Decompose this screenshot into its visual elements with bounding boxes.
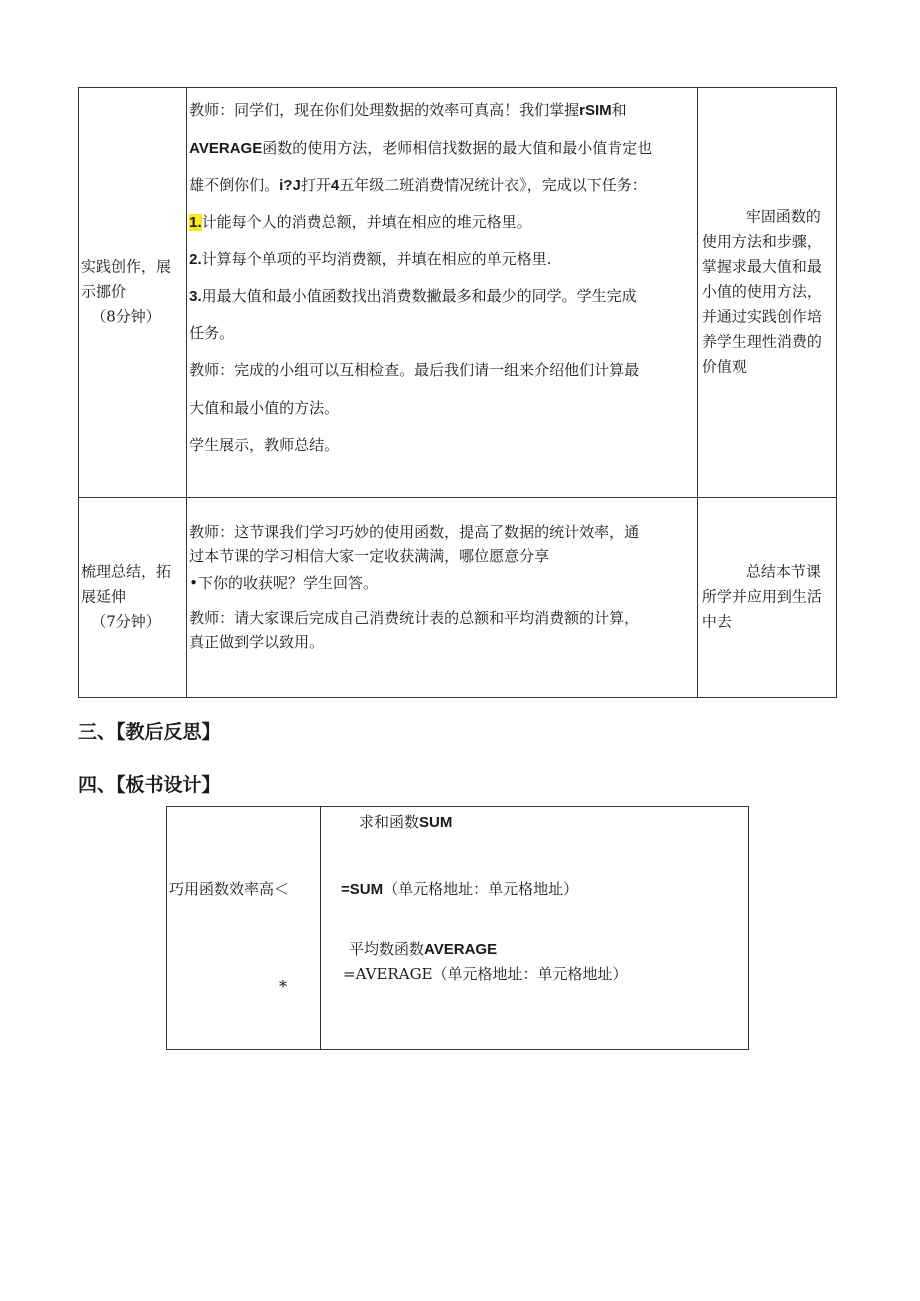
stage-line: 展延伸 bbox=[81, 587, 127, 606]
board-formula-cell bbox=[321, 807, 749, 1050]
sum-formula-args: （单元格地址：单元格地址） bbox=[383, 880, 579, 898]
purpose-line: 并通过实践创作培 bbox=[701, 307, 822, 326]
section-heading-board-design: 四、【板书设计】 bbox=[78, 774, 221, 796]
table-row bbox=[79, 88, 837, 498]
content-line bbox=[189, 632, 324, 652]
content-line bbox=[189, 138, 652, 159]
purpose-line: 所学并应用到生活 bbox=[701, 587, 822, 606]
stage-label bbox=[81, 255, 185, 330]
content-line bbox=[189, 435, 339, 455]
sum-function-name: SUM bbox=[419, 814, 453, 831]
purpose-line: 总结本节课 bbox=[745, 562, 821, 581]
stage-line: 示挪价 bbox=[81, 282, 127, 301]
stage-label bbox=[81, 560, 185, 635]
inline-text: 任务。 bbox=[189, 324, 235, 342]
content-line bbox=[189, 212, 532, 233]
inline-term: i?J bbox=[279, 177, 301, 194]
inline-text: 过本节课的学习相信大家一定收获满满，哪位愿意分享 bbox=[189, 546, 550, 565]
inline-text: 五年级二班消费情况统计衣》，完成以下任务： bbox=[339, 176, 647, 194]
inline-text: 教师：同学们，现在你们处理数据的效率可真高！我们掌握 bbox=[189, 101, 580, 119]
inline-term: 1. bbox=[189, 214, 202, 231]
content-line bbox=[189, 398, 339, 418]
content-line bbox=[189, 175, 647, 196]
board-topic-cell bbox=[167, 807, 321, 1050]
content-line bbox=[189, 100, 627, 121]
inline-term: 4 bbox=[330, 177, 340, 194]
inline-text: 大值和最小值的方法。 bbox=[189, 399, 340, 417]
average-function-name: AVERAGE bbox=[424, 941, 498, 958]
sum-formula-fn: =SUM bbox=[341, 881, 384, 898]
purpose-text bbox=[702, 560, 836, 635]
activity-content-cell bbox=[187, 497, 698, 697]
lesson-plan-table bbox=[78, 87, 837, 698]
purpose-line: 小值的使用方法， bbox=[701, 282, 822, 301]
content-line bbox=[189, 323, 234, 343]
inline-text: 教师：这节课我们学习巧妙的使用函数，提高了数据的统计效率，通 bbox=[189, 522, 640, 541]
content-line bbox=[189, 546, 549, 566]
inline-text: •下你的收获呢？学生回答。 bbox=[189, 573, 378, 592]
inline-term: rSIM bbox=[579, 102, 612, 119]
average-formula: =AVERAGE（单元格地址：单元格地址） bbox=[343, 965, 628, 983]
stage-duration: （8分钟） bbox=[91, 307, 161, 326]
content-line bbox=[189, 573, 378, 593]
stage-cell bbox=[79, 497, 187, 697]
average-title-text: 平均数函数 bbox=[349, 940, 425, 958]
content-line bbox=[189, 286, 637, 307]
inline-text: 真正做到学以致用。 bbox=[189, 632, 325, 651]
content-line bbox=[189, 249, 551, 270]
purpose-line: 使用方法和步骤， bbox=[701, 232, 822, 251]
purpose-line: 价值观 bbox=[701, 357, 747, 376]
inline-text: 教师：完成的小组可以互相检查。最后我们请一组来介绍他们计算最 bbox=[189, 361, 640, 379]
purpose-line: 牢固函数的 bbox=[745, 207, 821, 226]
inline-text: 雄不倒你们。 bbox=[189, 176, 280, 194]
section-heading-reflection: 三、【教后反思】 bbox=[78, 721, 221, 743]
board-star: * bbox=[279, 977, 287, 996]
stage-duration: （7分钟） bbox=[91, 612, 161, 631]
inline-text: 用最大值和最小值函数找出消费数撇最多和最少的同学。学生完成 bbox=[201, 287, 637, 305]
inline-text: 计能每个人的消费总额，并填在相应的堆元格里。 bbox=[201, 213, 532, 231]
content-line bbox=[189, 360, 639, 380]
sum-title bbox=[359, 811, 452, 832]
purpose-line: 掌握求最大值和最 bbox=[701, 257, 822, 276]
content-line bbox=[189, 608, 639, 628]
inline-term: 2. bbox=[189, 251, 202, 268]
inline-text: 教师：请大家课后完成自己消费统计表的总额和平均消费额的计算， bbox=[189, 608, 640, 627]
sum-formula bbox=[341, 878, 578, 899]
content-line bbox=[189, 522, 639, 542]
purpose-line: 养学生理性消费的 bbox=[701, 332, 822, 351]
purpose-text bbox=[702, 205, 836, 380]
purpose-cell bbox=[697, 88, 836, 498]
stage-line: 梳理总结，拓 bbox=[81, 562, 172, 581]
inline-term: AVERAGE bbox=[189, 140, 263, 157]
inline-text: 打开 bbox=[300, 176, 331, 194]
average-title bbox=[349, 938, 497, 959]
table-row bbox=[79, 497, 837, 697]
sum-title-text: 求和函数 bbox=[359, 813, 420, 831]
purpose-cell bbox=[697, 497, 836, 697]
board-design-table bbox=[166, 806, 749, 1050]
activity-content-cell bbox=[187, 88, 698, 498]
inline-text: 学生展示，教师总结。 bbox=[189, 436, 340, 454]
inline-text: 函数的使用方法，老师相信找数据的最大值和最小值肯定也 bbox=[262, 139, 653, 157]
stage-cell bbox=[79, 88, 187, 498]
inline-text: 和 bbox=[611, 101, 627, 119]
stage-line: 实践创作，展 bbox=[81, 257, 172, 276]
inline-text: 计算每个单项的平均消费额，并填在相应的单元格里. bbox=[201, 250, 552, 268]
board-topic: 巧用函数效率高＜ bbox=[169, 880, 290, 898]
purpose-line: 中去 bbox=[701, 612, 732, 631]
inline-term: 3. bbox=[189, 288, 202, 305]
